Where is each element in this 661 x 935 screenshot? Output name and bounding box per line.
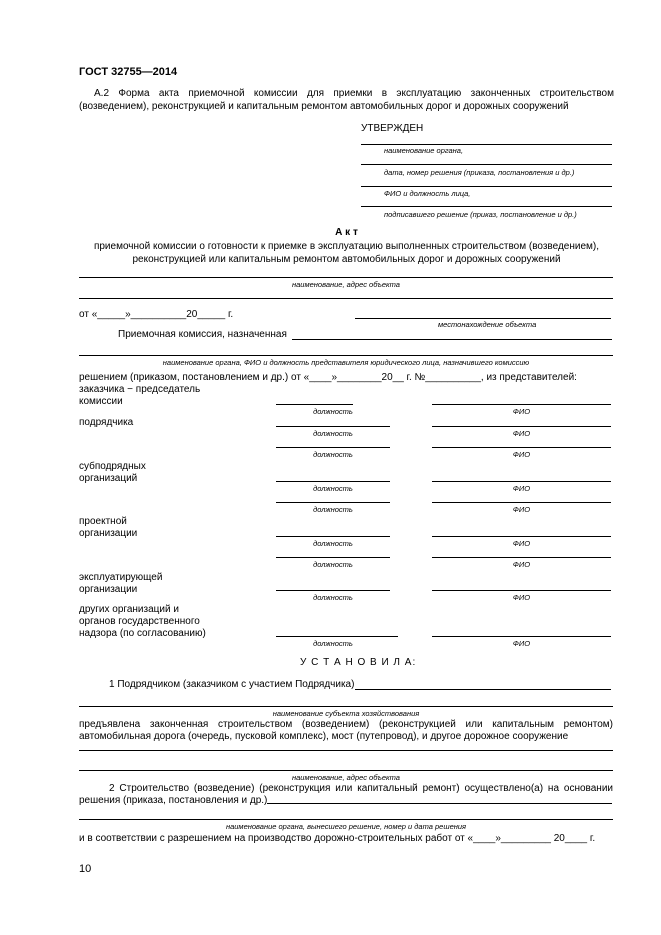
approval-line-4[interactable] <box>361 206 612 207</box>
subcontractors-position-line-2[interactable] <box>276 502 390 503</box>
subcontractors-name-line[interactable] <box>432 481 611 482</box>
approval-label-1: наименование органа, <box>384 146 464 155</box>
object-label: наименование, адрес объекта <box>292 280 400 289</box>
contractor-position-line[interactable] <box>276 426 390 427</box>
role-design-2: организации <box>79 528 138 539</box>
operating-name-line[interactable] <box>432 590 611 591</box>
role-others-3: надзора (по согласованию) <box>79 628 206 639</box>
design-name-line-2[interactable] <box>432 557 611 558</box>
approval-title: УТВЕРЖДЕН <box>361 123 424 134</box>
contractor-name-line[interactable] <box>432 426 611 427</box>
design-position-line-2[interactable] <box>276 557 390 558</box>
customer-name-line[interactable] <box>432 404 611 405</box>
entity-line[interactable] <box>79 706 613 707</box>
subcontractors-position-label-2: должность <box>313 505 353 514</box>
appointing-label: наименование органа, ФИО и должность представителя юридического лица, назначившего комиссию <box>162 358 530 367</box>
item2-line[interactable] <box>267 803 612 804</box>
role-operating-2: организации <box>79 584 138 595</box>
customer-position-line[interactable] <box>276 404 353 405</box>
others-name-line[interactable] <box>432 636 611 637</box>
design-name-label-2: ФИО <box>512 560 531 569</box>
commission-line[interactable] <box>292 339 612 340</box>
approval-label-3: ФИО и должность лица, <box>384 189 471 198</box>
page-number: 10 <box>79 863 92 875</box>
role-customer-1: заказчика − председатель <box>79 384 201 395</box>
act-subtitle-1: приемочной комиссии о готовности к приемке в эксплуатацию выполненных строительством (возведением), <box>93 241 600 252</box>
role-contractor: подрядчика <box>79 417 134 428</box>
object-line[interactable] <box>79 277 613 278</box>
item2-line-1: 2 Строительство (возведение) (реконструкция или капитальный ремонт) осуществлено(а) на основании <box>109 783 613 794</box>
decision-text[interactable]: решением (приказом, постановлением и др.) от «____»________20__ г. №__________, из представителей: <box>79 372 577 383</box>
role-design-1: проектной <box>79 516 127 527</box>
subcontractors-position-line[interactable] <box>276 481 390 482</box>
design-name-label: ФИО <box>512 539 531 548</box>
presented-object-line[interactable] <box>79 750 613 751</box>
location-line[interactable] <box>355 318 611 319</box>
subcontractors-position-label: должность <box>313 484 353 493</box>
approval-line-2[interactable] <box>361 164 612 165</box>
design-name-line[interactable] <box>432 536 611 537</box>
item1-text: 1 Подрядчиком (заказчиком с участием Подрядчика) <box>109 679 355 690</box>
subcontractors-name-label-2: ФИО <box>512 505 531 514</box>
resolved-heading: У С Т А Н О В И Л А: <box>300 657 417 668</box>
approval-line-3[interactable] <box>361 186 612 187</box>
approval-label-4: подписавшего решение (приказ, постановление и др.) <box>384 210 577 219</box>
role-subcontractors-2: организаций <box>79 473 138 484</box>
role-others-1: других организаций и <box>79 604 179 615</box>
design-position-line[interactable] <box>276 536 390 537</box>
design-position-label: должность <box>313 539 353 548</box>
contractor-name-line-2[interactable] <box>432 447 611 448</box>
object-label-2: наименование, адрес объекта <box>292 773 400 782</box>
presented-line-2: автомобильная дорога (очередь, пусковой комплекс), мост (путепровод), и другое дорожное сооружение <box>79 731 569 742</box>
others-name-label: ФИО <box>512 639 531 648</box>
intro-line-1: А.2 Форма акта приемочной комиссии для приемки в эксплуатацию законченных строительством <box>94 88 614 99</box>
presented-object-line-2[interactable] <box>79 770 613 771</box>
presented-line-1: предъявлена законченная строительством (возведением) (реконструкцией или капитальным ремонтом) <box>79 719 613 730</box>
customer-name-label: ФИО <box>512 407 531 416</box>
others-position-line[interactable] <box>276 636 398 637</box>
object-line-2[interactable] <box>79 298 613 299</box>
approval-label-2: дата, номер решения (приказа, постановления и др.) <box>384 168 575 177</box>
item2-line-2: решения (приказа, постановления и др.) <box>79 795 268 806</box>
subcontractors-name-label: ФИО <box>512 484 531 493</box>
commission-text: Приемочная комиссия, назначенная <box>118 329 287 340</box>
decision-body-label: наименование органа, вынесшего решение, номер и дата решения <box>225 822 467 831</box>
subcontractors-name-line-2[interactable] <box>432 502 611 503</box>
role-customer-2: комиссии <box>79 396 123 407</box>
entity-label: наименование субъекта хозяйствования <box>272 709 420 718</box>
role-others-2: органов государственного <box>79 616 200 627</box>
document-header: ГОСТ 32755—2014 <box>79 66 178 78</box>
act-title: А к т <box>335 227 358 238</box>
customer-position-label: должность <box>313 407 353 416</box>
contractor-position-label: должность <box>313 429 353 438</box>
permit-text[interactable]: и в соответствии с разрешением на производство дорожно-строительных работ от «____»_________ 20____ г. <box>79 833 596 844</box>
role-subcontractors-1: субподрядных <box>79 461 146 472</box>
item1-line[interactable] <box>355 689 611 690</box>
contractor-name-label-2: ФИО <box>512 450 531 459</box>
location-label: местонахождение объекта <box>438 320 537 329</box>
design-position-label-2: должность <box>313 560 353 569</box>
operating-position-label: должность <box>313 593 353 602</box>
act-subtitle-2: реконструкцией или капитальным ремонтом автомобильных дорог и дорожных сооружений <box>132 254 561 265</box>
contractor-position-label-2: должность <box>313 450 353 459</box>
contractor-position-line-2[interactable] <box>276 447 390 448</box>
approval-line-1[interactable] <box>361 144 612 145</box>
operating-position-line[interactable] <box>276 590 390 591</box>
role-operating-1: эксплуатирующей <box>79 572 163 583</box>
operating-name-label: ФИО <box>512 593 531 602</box>
decision-body-line[interactable] <box>79 819 613 820</box>
intro-line-2: (возведением), реконструкцией и капитальным ремонтом автомобильных дорог и дорожных сооружений <box>79 101 569 112</box>
appointing-line[interactable] <box>79 355 613 356</box>
contractor-name-label: ФИО <box>512 429 531 438</box>
act-date[interactable]: от «_____»__________20_____ г. <box>79 309 234 320</box>
others-position-label: должность <box>313 639 353 648</box>
